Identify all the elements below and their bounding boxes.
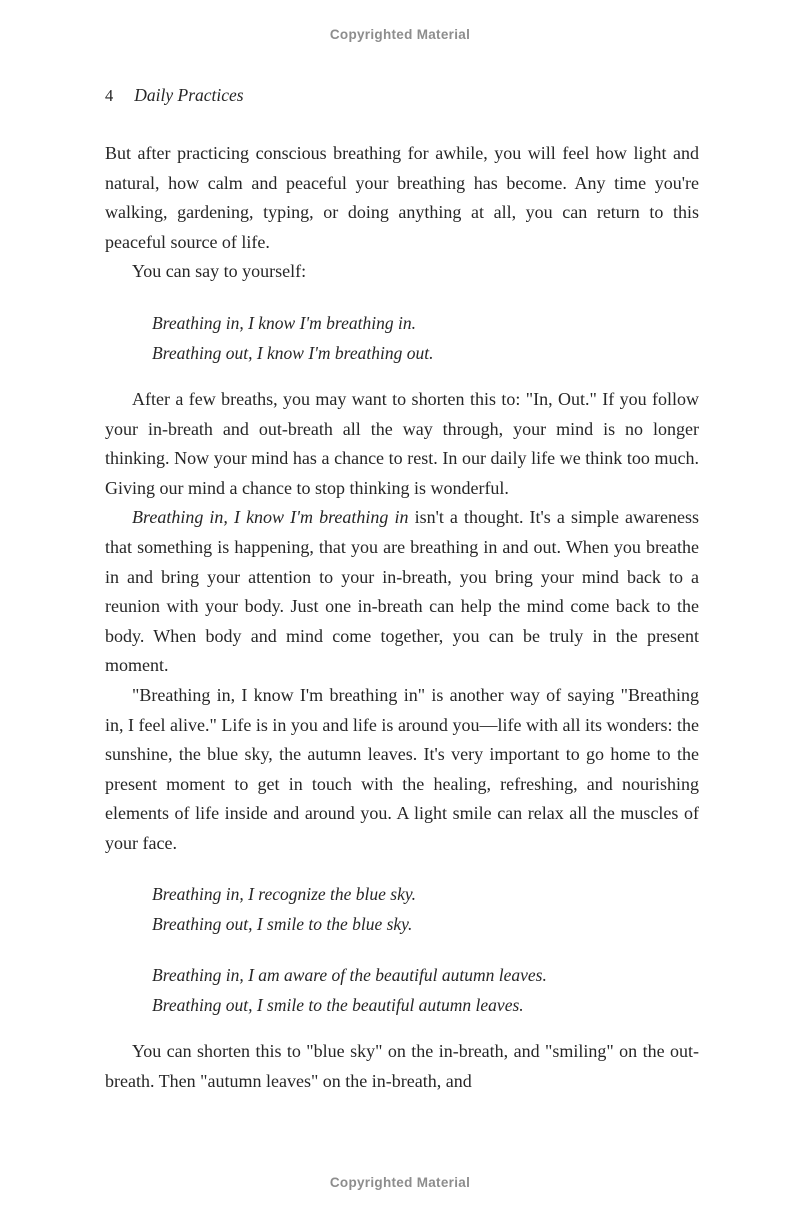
copyright-notice-bottom: Copyrighted Material [329,1175,471,1190]
verse-block [152,960,699,1020]
paragraph: But after practicing conscious breathing for awhile, you will feel how light and natural, how calm and peaceful your breathing has become. Any time you're walking, gardening, typing, or doing anything at all, you can return to this peaceful source of life. [105,143,699,252]
paragraph: You can say to yourself: [132,261,307,282]
paragraph: You can shorten this to "blue sky" on the in-breath, and "smiling" on the out-breath. Then "autumn leaves" on the in-breath, and [105,1041,699,1092]
verse-line: Breathing in, I recognize the blue sky. [152,884,417,905]
paragraph-text: isn't a thought. It's a simple awareness that something is happening, that you are breathing in and out. When you breathe in and bring your attention to your in-breath, you bring your mind back to a reunion with your body. Just one in-breath can help the mind come back to the body. When body and mind come together, you can be truly in the present moment. [105,507,699,676]
paragraph: After a few breaths, you may want to shorten this to: "In, Out." If you follow your in-breath and out-breath all the way through, your mind is no longer thinking. Now your mind has a chance to rest. In our daily life we think too much. Giving our mind a chance to stop thinking is wonderful. [105,388,699,498]
verse-line: Breathing out, I smile to the blue sky. [152,914,413,935]
verse-block [152,308,699,368]
verse-line: Breathing in, I know I'm breathing in. [152,312,416,333]
body-text [105,139,699,1097]
page-number: 4 [105,86,114,105]
running-title: Daily Practices [134,85,244,105]
running-header [105,85,800,106]
verse-block [152,879,699,939]
verse-line: Breathing out, I smile to the beautiful autumn leaves. [152,995,524,1016]
verse-line: Breathing in, I am aware of the beautiful autumn leaves. [152,965,547,986]
inline-verse-phrase: Breathing in, I know I'm breathing in [132,507,409,528]
paragraph [105,503,699,681]
copyright-notice-top: Copyrighted Material [329,27,471,42]
paragraph: "Breathing in, I know I'm breathing in" is another way of saying "Breathing in, I feel alive." Life is in you and life is around you—life with all its wonders: the sunshine, the blue sky, the autumn leaves. It's very important to go home to the present moment to get in touch with the healing, refreshing, and nourishing elements of life inside and around you. A light smile can relax all the muscles of your face. [105,684,699,853]
verse-line: Breathing out, I know I'm breathing out. [152,342,434,363]
